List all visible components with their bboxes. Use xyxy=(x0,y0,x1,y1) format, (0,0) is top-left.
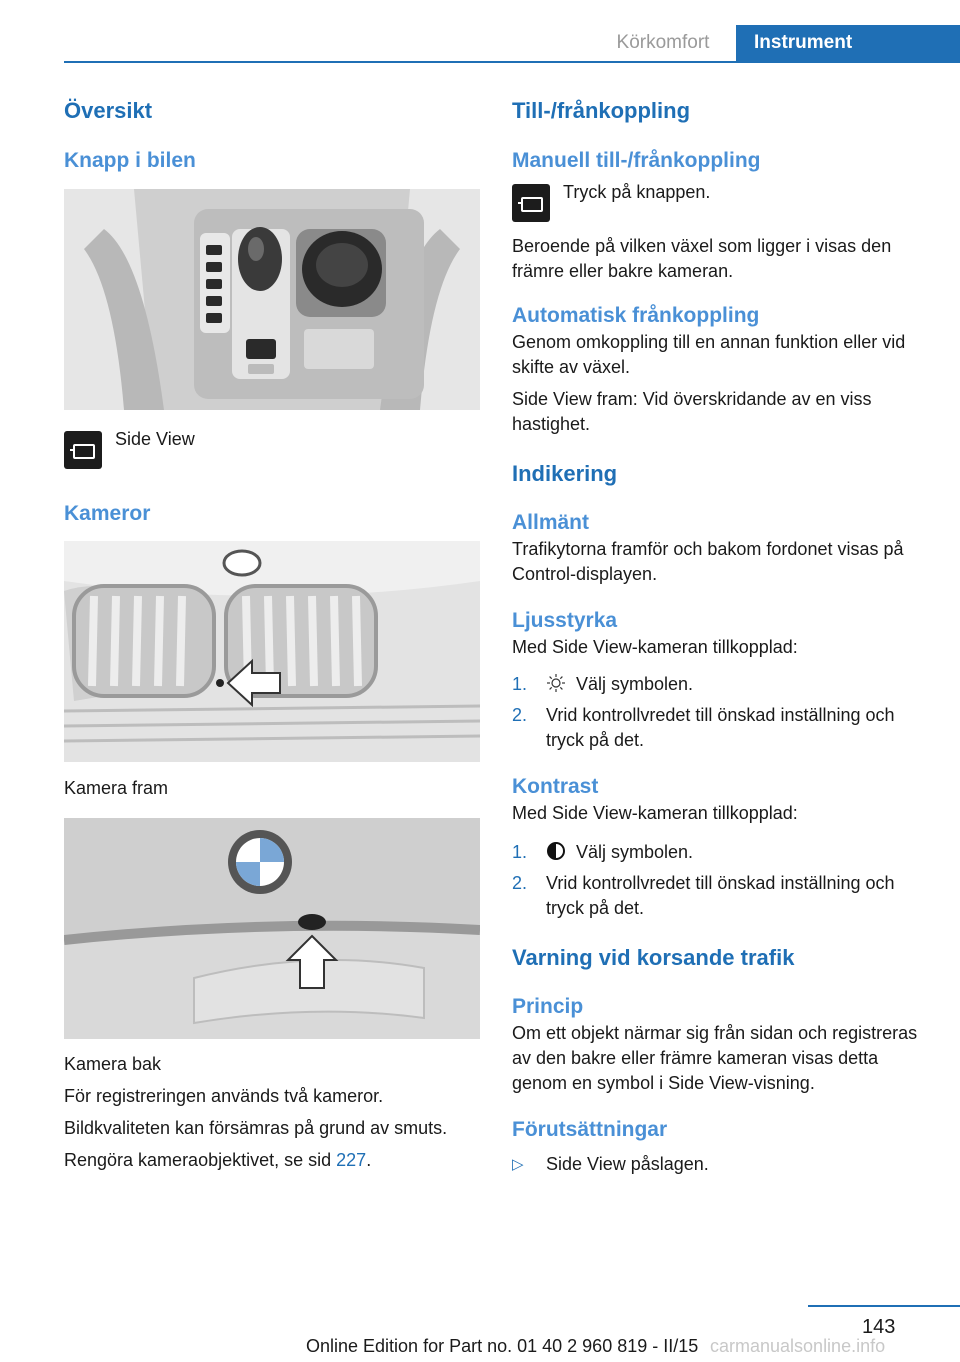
bullet-item xyxy=(512,1152,930,1177)
heading-knapp-i-bilen: Knapp i bilen xyxy=(64,149,196,172)
front-grille-illustration xyxy=(64,541,480,762)
heading-manuell: Manuell till-/frånkoppling xyxy=(512,149,761,172)
step-text: Vrid kontrollvredet till önskad inställning och tryck på det. xyxy=(546,705,895,750)
step-text xyxy=(546,672,693,697)
paragraph-med-side-view-1: Med Side View-kameran tillkopplad: xyxy=(512,637,798,657)
header-section-tab[interactable]: Körkomfort xyxy=(616,32,710,53)
contrast-icon xyxy=(546,841,566,861)
step-number: 2. xyxy=(512,705,528,725)
paragraph-image-quality: Bildkvaliteten kan försämras på grund av smuts. xyxy=(64,1118,448,1138)
bullet-text: Side View påslagen. xyxy=(546,1154,709,1174)
heading-oversikt: Översikt xyxy=(64,98,153,123)
side-view-camera-icon xyxy=(64,431,102,469)
heading-indikering: Indikering xyxy=(512,461,618,486)
ljus-step-1 xyxy=(512,672,930,697)
step-number: 2. xyxy=(512,873,528,893)
center-console-illustration xyxy=(64,189,480,410)
heading-kontrast: Kontrast xyxy=(512,775,599,798)
page-number: 143 xyxy=(862,1316,896,1338)
step-text xyxy=(546,840,693,865)
step-text: Vrid kontrollvredet till önskad inställning och tryck på det. xyxy=(546,873,895,918)
heading-varning: Varning vid korsande trafik xyxy=(512,945,795,970)
watermark: carmanualsonline.info xyxy=(710,1336,886,1356)
step-number: 1. xyxy=(512,674,528,694)
kontrast-step-1 xyxy=(512,840,930,865)
header-rule xyxy=(64,61,960,63)
caption-kamera-bak: Kamera bak xyxy=(64,1054,162,1074)
brightness-sun-icon xyxy=(546,673,566,693)
photo-front-camera xyxy=(64,541,480,762)
page-link-227[interactable]: 227 xyxy=(336,1150,367,1170)
paragraph-clean-lens xyxy=(64,1148,480,1173)
heading-kameror: Kameror xyxy=(64,502,151,525)
press-button-text: Tryck på knappen. xyxy=(563,182,711,202)
bullet-arrow-icon: ▷ xyxy=(512,1156,524,1173)
kontrast-step-2 xyxy=(512,871,930,921)
paragraph-genom: Genom omkoppling till en annan funktion eller vid skifte av växel. xyxy=(512,332,906,377)
photo-center-console xyxy=(64,189,480,410)
photo-rear-camera xyxy=(64,818,480,1039)
page-header xyxy=(0,0,960,62)
heading-princip: Princip xyxy=(512,995,584,1018)
ljus-step-2 xyxy=(512,703,930,753)
paragraph-beroende: Beroende på vilken växel som ligger i visas den främre eller bakre kameran. xyxy=(512,236,892,281)
side-view-camera-icon xyxy=(512,184,550,222)
header-active-tab[interactable]: Instrument xyxy=(736,25,960,61)
paragraph-side-view-fram: Side View fram: Vid överskridande av en viss hastighet. xyxy=(512,389,872,434)
rear-trunk-illustration xyxy=(64,818,480,1039)
caption-kamera-fram: Kamera fram xyxy=(64,778,169,798)
heading-allmant: Allmänt xyxy=(512,511,590,534)
step-text-content: Välj symbolen. xyxy=(576,674,694,694)
clean-lens-period: . xyxy=(366,1150,372,1170)
heading-till-fran: Till-/frånkoppling xyxy=(512,98,691,123)
clean-lens-text: Rengöra kameraobjektivet, se sid xyxy=(64,1150,332,1170)
step-number: 1. xyxy=(512,842,528,862)
heading-ljusstyrka: Ljusstyrka xyxy=(512,609,618,632)
paragraph-trafikytorna: Trafikytorna framför och bakom fordonet visas på Control-displayen. xyxy=(512,539,904,584)
heading-forutsattningar: Förutsättningar xyxy=(512,1118,668,1141)
footer-rule xyxy=(808,1305,960,1307)
edition-note: Online Edition for Part no. 01 40 2 960 819 - II/15 xyxy=(306,1336,699,1356)
side-view-button-row xyxy=(64,431,480,469)
paragraph-med-side-view-2: Med Side View-kameran tillkopplad: xyxy=(512,803,798,823)
side-view-label: Side View xyxy=(115,429,195,449)
right-column xyxy=(512,96,930,1177)
heading-automatisk: Automatisk frånkoppling xyxy=(512,304,760,327)
left-column xyxy=(64,96,480,1173)
paragraph-om-ett-objekt: Om ett objekt närmar sig från sidan och registreras av den bakre eller främre kameran visas detta genom en symbol i Side View-visning. xyxy=(512,1023,918,1093)
step-text-content: Välj symbolen. xyxy=(576,842,694,862)
paragraph-two-cameras: För registreringen används två kameror. xyxy=(64,1086,384,1106)
manual-button-row xyxy=(512,184,930,222)
